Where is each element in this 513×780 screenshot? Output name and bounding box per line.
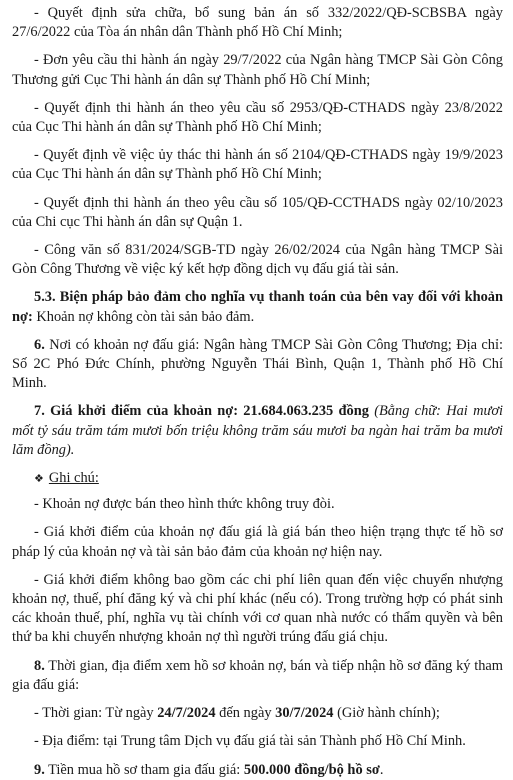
section-8-text: Thời gian, địa điểm xem hồ sơ khoản nợ, bán và tiếp nhận hồ sơ đăng ký tham gia đấu giá:: [12, 657, 503, 693]
decision-item-1: - Quyết định sửa chữa, bổ sung bản án số 332/2022/QĐ-SCBSBA ngày 27/6/2022 của Tòa án nhân dân Thành phố Hồ Chí Minh;: [12, 5, 503, 41]
section-7: [12, 402, 503, 460]
section-6-number: 6.: [34, 336, 45, 353]
section-9-text: Tiền mua hồ sơ tham gia đấu giá:: [44, 761, 244, 778]
time-suffix: (Giờ hành chính);: [333, 705, 440, 722]
section-7-amount-in-words: (Bằng chữ: Hai mươi mốt tỷ sáu trăm tám mươi bốn triệu không trăm sáu mươi ba ngàn hai trăm ba mươi lăm đồng).: [12, 403, 503, 458]
time-from: 24/7/2024: [157, 705, 216, 722]
section-6-text: Nơi có khoản nợ đấu giá: Ngân hàng TMCP Sài Gòn Công Thương; Địa chỉ: Số 2C Phó Đức Chính, phường Nguyễn Thái Bình, Quận 1, Thành phố Hồ Chí Minh.: [12, 336, 503, 392]
section-5-3-text: Khoản nợ không còn tài sản bảo đảm.: [32, 308, 255, 325]
section-8-time: [12, 704, 503, 723]
section-5-3-heading: 5.3. Biện pháp bảo đảm cho nghĩa vụ thanh toán của bên vay đối với khoản nợ:: [12, 289, 503, 325]
note-item-3: - Giá khởi điểm không bao gồm các chi phí liên quan đến việc chuyển nhượng khoản nợ, thuế, phí đăng ký và chi phí khác (nếu có). Trong trường hợp có phát sinh các khoản thuế, phí, nghĩa vụ tài chính với cơ quan nhà nước có thẩm quyền và bên thứ ba khi chuyển nhượng khoản nợ thì người trúng đấu giá chịu.: [12, 571, 503, 646]
section-9: [12, 761, 503, 780]
section-5-3: [12, 288, 503, 326]
note-item-1: - Khoản nợ được bán theo hình thức không truy đòi.: [34, 496, 335, 513]
notes-title: Ghi chú:: [48, 470, 99, 487]
section-8: [12, 657, 503, 695]
section-8-place: - Địa điểm: tại Trung tâm Dịch vụ đấu giá tài sản Thành phố Hồ Chí Minh.: [34, 733, 466, 750]
decision-item-2: - Đơn yêu cầu thi hành án ngày 29/7/2022 của Ngân hàng TMCP Sài Gòn Công Thương gửi Cục Thi hành án dân sự Thành phố Hồ Chí Minh;: [12, 52, 503, 88]
section-8-number: 8.: [34, 657, 45, 674]
time-mid: đến ngày: [215, 705, 276, 722]
notes-heading: [12, 469, 503, 489]
section-7-heading: 7. Giá khởi điểm của khoản nợ: 21.684.063.235 đồng: [34, 403, 369, 420]
section-9-number: 9.: [34, 761, 45, 778]
decision-item-6: - Công văn số 831/2024/SGB-TD ngày 26/02/2024 của Ngân hàng TMCP Sài Gòn Công Thương về việc ký kết hợp đồng dịch vụ đấu giá tài sản.: [12, 242, 503, 278]
section-6: [12, 336, 503, 394]
time-prefix: - Thời gian: Từ ngày: [34, 705, 158, 722]
time-to: 30/7/2024: [275, 705, 334, 722]
diamond-bullet-icon: ❖: [34, 473, 44, 486]
section-9-price: 500.000 đồng/bộ hồ sơ: [243, 761, 380, 778]
decision-item-5: - Quyết định thi hành án theo yêu cầu số 105/QĐ-CCTHADS ngày 02/10/2023 của Chi cục Thi hành án dân sự Quận 1.: [12, 194, 503, 230]
decision-item-3: - Quyết định thi hành án theo yêu cầu số 2953/QĐ-CTHADS ngày 23/8/2022 của Cục Thi hành án dân sự Thành phố Hồ Chí Minh;: [12, 99, 503, 136]
decision-item-4: - Quyết định về việc ủy thác thi hành án số 2104/QĐ-CTHADS ngày 19/9/2023 của Cục Thi hành án dân sự Thành phố Hồ Chí Minh;: [12, 147, 503, 183]
section-9-end: .: [379, 761, 384, 778]
note-item-2: - Giá khởi điểm của khoản nợ đấu giá là giá bán theo hiện trạng thực tế hồ sơ pháp lý của khoản nợ và tài sản bảo đảm của khoản nợ hiện nay.: [12, 524, 503, 560]
